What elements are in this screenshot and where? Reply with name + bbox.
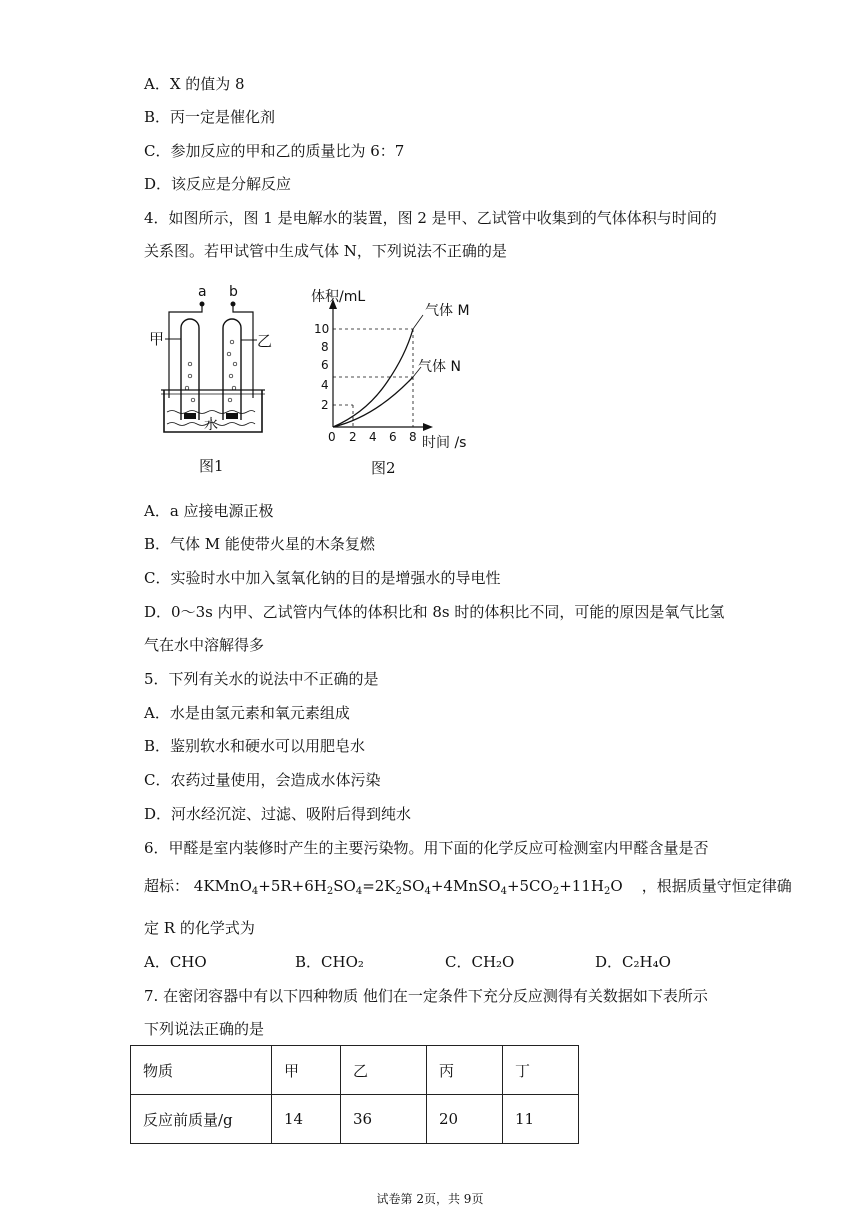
q4-stem-line2: 关系图。若甲试管中生成气体 N，下列说法不正确的是	[144, 242, 507, 260]
q7-data-table	[130, 1045, 579, 1144]
q6-formula-line	[144, 876, 792, 902]
x-tick-0: 0	[328, 430, 336, 444]
q6-option-c: C．CH₂O	[445, 953, 515, 971]
table-cell: 14	[272, 1095, 341, 1144]
q4-option-d-cont: 气在水中溶解得多	[144, 636, 265, 654]
table-cell: 11	[503, 1095, 579, 1144]
series-m-curve	[333, 329, 413, 427]
q6-option-b: B．CHO₂	[295, 953, 364, 971]
label-water: 水	[204, 417, 218, 433]
q3-option-a: A．X 的值为 8	[144, 75, 245, 93]
chemical-equation: $4KMnO_4+5R+6H_2SO_4=2K_2SO_4+4MnSO_4+5CO_2+11H_2O$	[193, 877, 623, 897]
q5-option-d: D．河水经沉淀、过滤、吸附后得到纯水	[144, 805, 412, 823]
table-cell: 乙	[341, 1046, 427, 1095]
y-tick-10: 10	[314, 322, 330, 336]
q5-option-b: B．鉴别软水和硬水可以用肥皂水	[144, 737, 366, 755]
table-cell: 反应前质量/g	[131, 1095, 272, 1144]
label-yi: 乙	[257, 332, 273, 350]
x-tick-8: 8	[409, 430, 417, 444]
q6-formula-suffix: ，根据质量守恒定律确	[641, 877, 792, 895]
table-cell: 丁	[503, 1046, 579, 1095]
q6-option-a: A．CHO	[144, 953, 207, 971]
figure-2-graph	[305, 285, 505, 455]
figure-2-caption: 图2	[371, 459, 396, 477]
q4-stem-line1: 4．如图所示，图 1 是电解水的装置，图 2 是甲、乙试管中收集到的气体体积与时间的	[144, 209, 717, 227]
series-n-curve	[333, 377, 413, 427]
q7-stem-line2: 下列说法正确的是	[144, 1020, 265, 1038]
x-tick-6: 6	[389, 430, 397, 444]
y-axis-label: 体积/mL	[311, 289, 366, 305]
q3-option-c: C．参加反应的甲和乙的质量比为 6：7	[144, 142, 405, 160]
y-tick-8: 8	[321, 340, 329, 354]
q6-stem-line1: 6．甲醛是室内装修时产生的主要污染物。用下面的化学反应可检测室内甲醛含量是否	[144, 839, 709, 857]
q6-stem-line3: 定 R 的化学式为	[144, 919, 255, 937]
q3-option-b: B．丙一定是催化剂	[144, 108, 276, 126]
x-tick-2: 2	[349, 430, 357, 444]
q4-option-d: D．0～3s 内甲、乙试管内气体的体积比和 8s 时的体积比不同，可能的原因是氧气比氢	[144, 603, 725, 621]
table-cell: 甲	[272, 1046, 341, 1095]
series-n-label: 气体 N	[418, 359, 461, 375]
label-jia: 甲	[149, 330, 165, 348]
y-tick-6: 6	[321, 358, 329, 372]
q7-stem-line1: 7. 在密闭容器中有以下四种物质 他们在一定条件下充分反应测得有关数据如下表所示	[144, 987, 708, 1005]
y-tick-4: 4	[321, 378, 329, 392]
page-footer: 试卷第 2页，共 9页	[376, 1192, 484, 1206]
table-cell: 物质	[131, 1046, 272, 1095]
table-row	[131, 1046, 579, 1095]
q6-formula-prefix: 超标：	[144, 877, 190, 895]
x-axis-label: 时间 /s	[422, 435, 467, 451]
x-tick-4: 4	[369, 430, 377, 444]
q4-option-a: A．a 应接电源正极	[144, 502, 274, 520]
y-tick-2: 2	[321, 398, 329, 412]
table-cell: 丙	[427, 1046, 503, 1095]
table-cell: 20	[427, 1095, 503, 1144]
label-b: b	[229, 284, 238, 300]
label-a: a	[198, 284, 207, 300]
q5-option-a: A．水是由氢元素和氧元素组成	[144, 704, 350, 722]
q4-option-b: B．气体 M 能使带火星的木条复燃	[144, 535, 375, 553]
figure-1-electrolysis	[145, 280, 273, 440]
q5-option-c: C．农药过量使用，会造成水体污染	[144, 771, 381, 789]
figure-1-caption: 图1	[199, 457, 224, 475]
q4-option-c: C．实验时水中加入氢氧化钠的目的是增强水的导电性	[144, 569, 501, 587]
q3-option-d: D．该反应是分解反应	[144, 175, 292, 193]
q6-option-d: D．C₂H₄O	[595, 953, 671, 971]
table-cell: 36	[341, 1095, 427, 1144]
table-row	[131, 1095, 579, 1144]
q5-stem: 5．下列有关水的说法中不正确的是	[144, 670, 379, 688]
series-m-label: 气体 M	[425, 303, 470, 319]
